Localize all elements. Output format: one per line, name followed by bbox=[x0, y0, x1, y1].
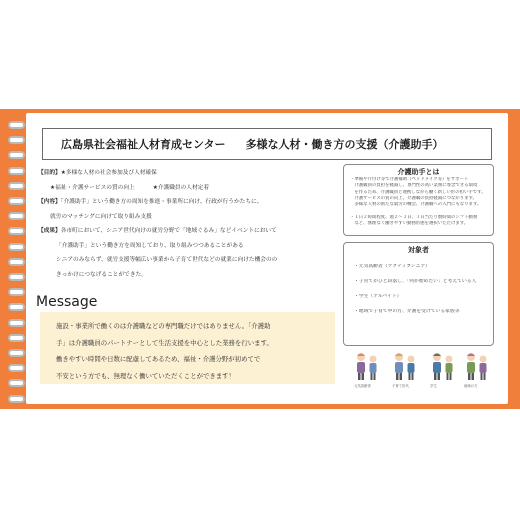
person-figure-icon bbox=[392, 350, 418, 382]
person-label: 元気高齢者 bbox=[354, 384, 371, 388]
binding-ring bbox=[8, 227, 25, 235]
section-line bbox=[38, 253, 336, 268]
section-text: きっかけにつなげることができた。 bbox=[56, 271, 147, 278]
message-line: 働きやすい時間や日数に配慮してあるため、福祉・介護分野が初めてで bbox=[56, 355, 261, 363]
binding-ring bbox=[8, 121, 25, 129]
target-item: ・元気高齢者（アクティブシニア） bbox=[354, 264, 431, 269]
section-line bbox=[38, 239, 336, 254]
binding-ring bbox=[8, 288, 25, 296]
about-line: 介護サービスの質の向上、介護職の負担軽減につながります。 bbox=[350, 195, 477, 201]
binding-ring bbox=[8, 136, 25, 144]
target-item: ・学生（アルバイト） bbox=[354, 294, 402, 299]
person-label: 学生 bbox=[430, 384, 437, 388]
message-line: 施設・事業所で働くのは介護職などの専門職だけではありません。「介護助 bbox=[56, 322, 271, 330]
binding-ring bbox=[8, 364, 25, 372]
binding-ring bbox=[8, 303, 25, 311]
title-box bbox=[42, 128, 492, 160]
section-line bbox=[38, 268, 336, 283]
about-line: 多様な人材の新たな就労の機会、介護職への入門にもなります。 bbox=[350, 202, 482, 208]
section-line bbox=[38, 166, 336, 181]
organization-name: 広島県社会福祉人材育成センター bbox=[61, 138, 226, 151]
section-text: 各市町において、シニア世代向けの就労分野で「地域ぐるみ」などイベントにおいて bbox=[60, 228, 277, 234]
about-line: ・準備や片付け等で介護補助（ベッドメイク等）をサポート bbox=[350, 177, 469, 182]
message-line: 不安という方でも、無理なく働いていただくことができます！ bbox=[56, 371, 235, 380]
binding-ring bbox=[8, 349, 25, 357]
page-theme: 多様な人材・働き方の支援（介護助手） bbox=[245, 138, 444, 151]
binding-ring bbox=[8, 379, 25, 387]
spiral-binding bbox=[8, 115, 32, 405]
about-line: ・１日２時間程度、週２〜３日、１日当たり数時間のシフト勤務 bbox=[350, 214, 478, 220]
section-tag: 【目的】 bbox=[38, 170, 61, 176]
about-line: 介護職員の負担を軽減し、専門性の高い業務に専念できる環境 bbox=[350, 183, 478, 189]
purpose-section bbox=[38, 166, 336, 282]
message-heading: Message bbox=[36, 294, 98, 310]
person-figure-icon bbox=[354, 350, 380, 382]
message-line: 手」は介護職員のパートナーとして生活支援を中心とした業務を行います。 bbox=[56, 338, 273, 347]
binding-ring bbox=[8, 395, 25, 403]
section-line bbox=[38, 195, 336, 210]
binding-ring bbox=[8, 319, 25, 327]
binding-ring bbox=[8, 197, 25, 205]
binding-ring bbox=[8, 182, 25, 190]
section-tag: 【内容】 bbox=[38, 199, 61, 205]
about-box bbox=[343, 164, 494, 236]
binding-ring bbox=[8, 334, 25, 342]
person-label: 子育て世代 bbox=[392, 384, 409, 388]
section-text: 就労のマッチングに向けて取り組み支援 bbox=[50, 213, 152, 220]
about-title: 介護助手とは bbox=[397, 168, 440, 176]
targets-box bbox=[343, 242, 494, 346]
section-text: ★福祉・介護サービスの質の向上 bbox=[50, 184, 135, 191]
binding-ring bbox=[8, 273, 25, 281]
section-text: ★介護職員の人材定着 bbox=[152, 184, 210, 191]
person-figure-icon bbox=[464, 350, 490, 382]
target-item: ・地域で子育て中の方、介護を受けている家族等 bbox=[354, 309, 460, 314]
section-line bbox=[38, 224, 336, 239]
about-line: を作るため、介護職員と連携しながら働く新しい形の担い手です。 bbox=[350, 189, 486, 195]
binding-ring bbox=[8, 243, 25, 251]
section-text: シニアのみならず、就労支援等幅広い事業から子育て世代などの就業に向けた機会のの bbox=[56, 257, 278, 263]
section-text: 「介護助手」という働き方の周知を推進・事業所に向け、行政が行うかたちに、 bbox=[60, 199, 263, 205]
section-line bbox=[38, 210, 336, 225]
section-line bbox=[38, 181, 336, 196]
targets-title: 対象者 bbox=[408, 246, 429, 254]
people-illustration bbox=[352, 350, 492, 392]
person-figure-icon bbox=[430, 350, 456, 382]
person-label: 地域の方 bbox=[464, 384, 478, 388]
binding-ring bbox=[8, 212, 25, 220]
section-text: ★多様な人材の社会参加及び人材確保 bbox=[60, 170, 157, 176]
section-text: 「介護助手」という働き方を周知しており、取り組みつつあることがある bbox=[56, 242, 244, 249]
message-box bbox=[40, 312, 335, 384]
about-line: など、無理なく働きやすい勤務形態を選択いただけます。 bbox=[350, 221, 469, 227]
binding-ring bbox=[8, 151, 25, 159]
binding-ring bbox=[8, 258, 25, 266]
target-item: ・子育てがひと段落し、「何か始めたい」と考えている人 bbox=[354, 279, 477, 284]
section-tag: 【成果】 bbox=[38, 228, 61, 234]
binding-ring bbox=[8, 167, 25, 175]
